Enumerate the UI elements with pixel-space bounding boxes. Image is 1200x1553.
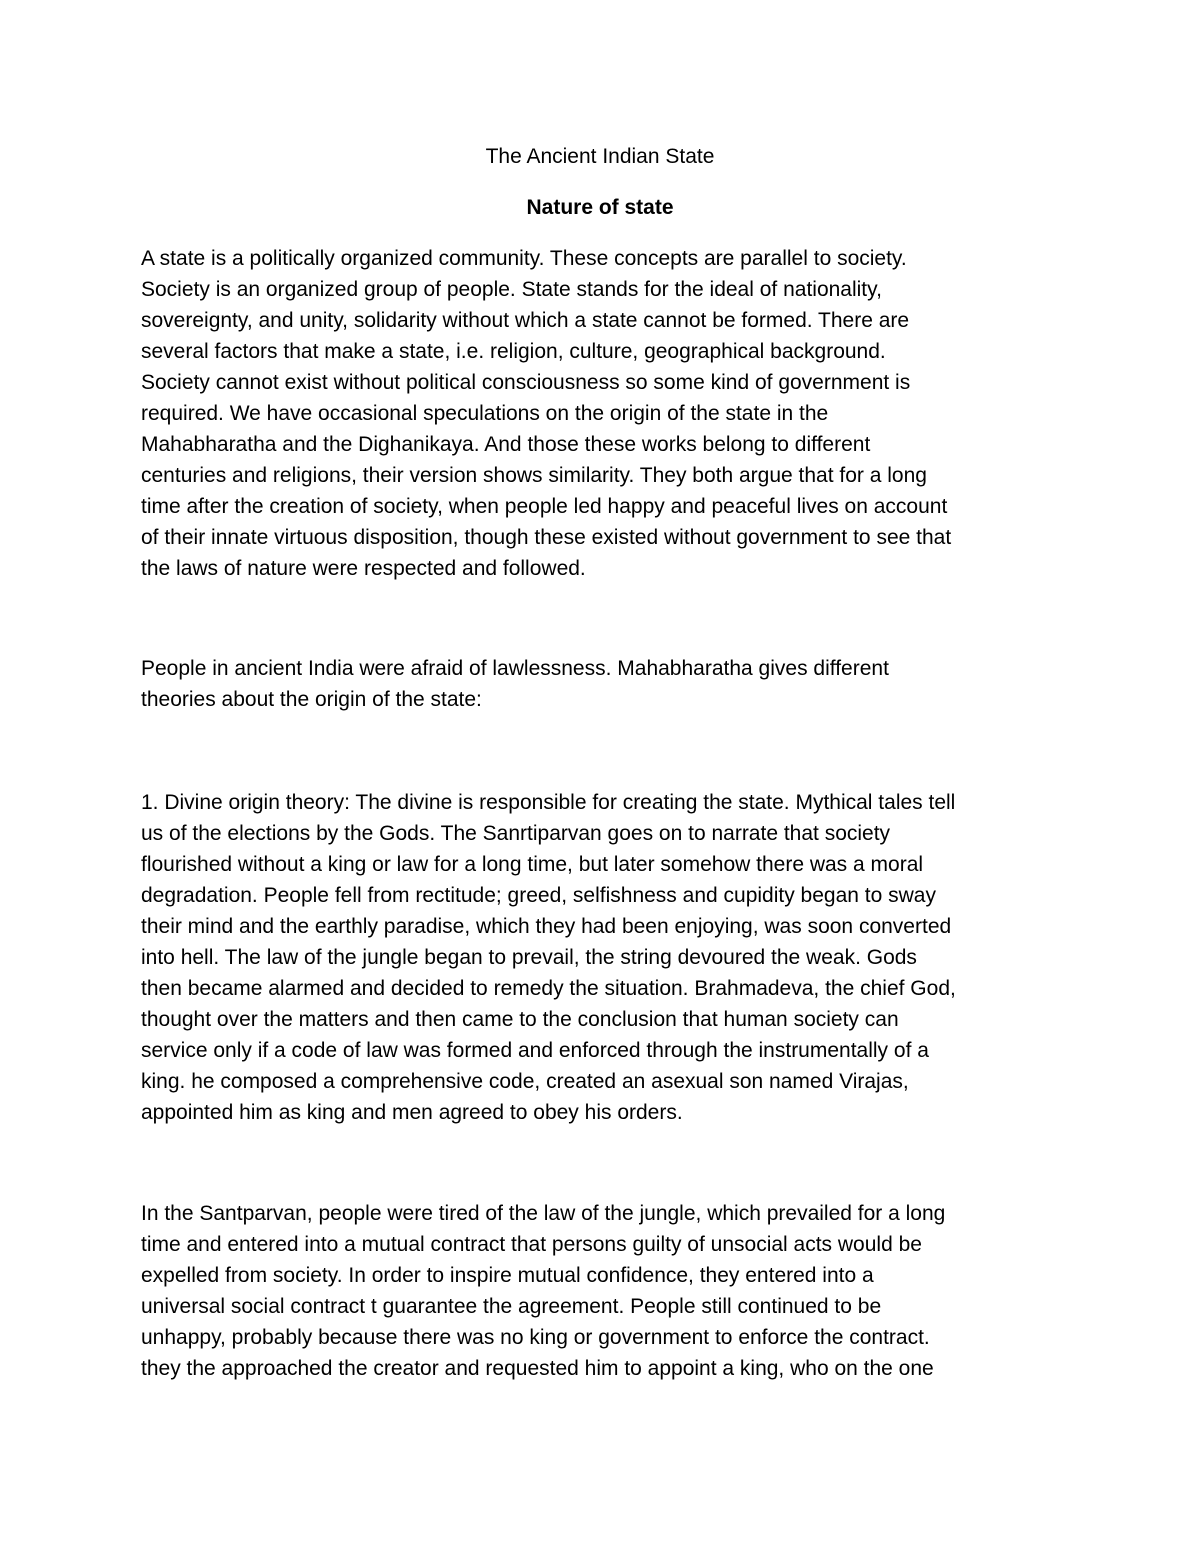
document-title: The Ancient Indian State	[485, 145, 715, 168]
paragraph-santparvan-contract: In the Santparvan, people were tired of the law of the jungle, which prevailed for a long time and entered into a mutual contract that persons guilty of unsocial acts would be expelled from society. In order to inspire mutual confidence, they entered into a universal social contract t guarantee the agreement. People still continued to be unhappy, probably because there was no king or government to enforce the contract. they the approached the creator and requested him to appoint a king, who on the one	[141, 1202, 946, 1380]
section-heading: Nature of state	[526, 196, 674, 219]
paragraph-nature-of-state: A state is a politically organized community. These concepts are parallel to society. Society is an organized group of people. State stands for the ideal of nationality, sovereignty, and unity, solidarity without which a state cannot be formed. There are several factors that make a state, i.e. religion, culture, geographical background. Society cannot exist without political consciousness so some kind of government is required. We have occasional speculations on the origin of the state in the Mahabharatha and the Dighanikaya. And those these works belong to different centuries and religions, their version shows similarity. They both argue that for a long time after the creation of society, when people led happy and peaceful lives on account of their innate virtuous disposition, though these existed without government to see that the laws of nature were respected and followed.	[141, 247, 952, 580]
paragraph-divine-origin-theory: 1. Divine origin theory: The divine is responsible for creating the state. Mythical tales tell us of the elections by the Gods. The Sanrtiparvan goes on to narrate that society flourished without a king or law for a long time, but later somehow there was a moral degradation. People fell from rectitude; greed, selfishness and cupidity began to sway their mind and the earthly paradise, which they had been enjoying, was soon converted into hell. The law of the jungle began to prevail, the string devoured the weak. Gods then became alarmed and decided to remedy the situation. Brahmadeva, the chief God, thought over the matters and then came to the conclusion that human society can service only if a code of law was formed and enforced through the instrumentally of a king. he composed a comprehensive code, created an asexual son named Virajas, appointed him as king and men agreed to obey his orders.	[141, 791, 956, 1124]
paragraph-lawlessness: People in ancient India were afraid of lawlessness. Mahabharatha gives different theories about the origin of the state:	[141, 657, 889, 711]
